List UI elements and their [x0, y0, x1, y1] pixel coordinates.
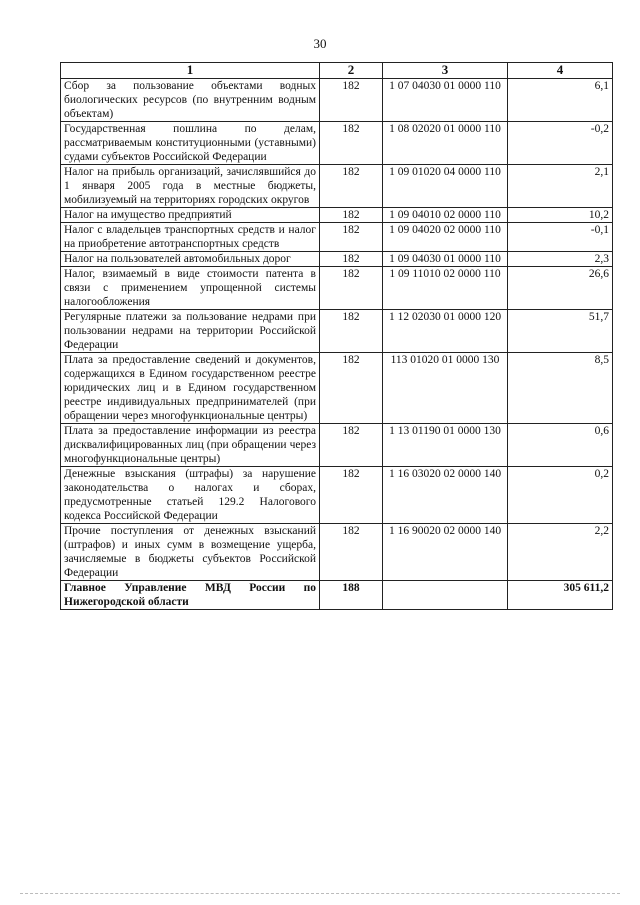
budget-classification-code: 1 08 02020 01 0000 110	[383, 122, 508, 165]
budget-classification-code: 1 09 04010 02 0000 110	[383, 208, 508, 223]
revenue-name: Регулярные платежи за пользование недрами при пользовании недрами на территории Российской Федерации	[61, 310, 320, 353]
admin-code: 182	[320, 165, 383, 208]
total-row	[61, 581, 613, 610]
amount: 2,2	[508, 524, 613, 581]
amount: 26,6	[508, 267, 613, 310]
administrator-name: Главное Управление МВД России по Нижегородской области	[61, 581, 320, 610]
amount: 2,3	[508, 252, 613, 267]
budget-classification-code: 1 13 01190 01 0000 130	[383, 424, 508, 467]
budget-classification-code: 1 12 02030 01 0000 120	[383, 310, 508, 353]
admin-code: 182	[320, 252, 383, 267]
total-amount: 305 611,2	[508, 581, 613, 610]
amount: -0,1	[508, 223, 613, 252]
admin-code: 182	[320, 524, 383, 581]
table-row	[61, 267, 613, 310]
amount: 10,2	[508, 208, 613, 223]
table-row	[61, 79, 613, 122]
budget-classification-code: 1 09 11010 02 0000 110	[383, 267, 508, 310]
budget-classification-code: 1 09 04020 02 0000 110	[383, 223, 508, 252]
budget-classification-code	[383, 581, 508, 610]
revenue-name: Плата за предоставление сведений и документов, содержащихся в Едином государственном реестре юридических лиц и в Едином государственном реестре индивидуальных предпринимателей (при обращении через многофункциональные центры)	[61, 353, 320, 424]
column-header-1: 1	[61, 63, 320, 79]
admin-code: 182	[320, 223, 383, 252]
revenue-name: Налог на прибыль организаций, зачислявшийся до 1 января 2005 года в местные бюджеты, мобилизуемый на территориях городских округов	[61, 165, 320, 208]
column-header-2: 2	[320, 63, 383, 79]
column-header-3: 3	[383, 63, 508, 79]
amount: 6,1	[508, 79, 613, 122]
revenue-name: Прочие поступления от денежных взысканий (штрафов) и иных сумм в возмещение ущерба, зачисляемые в бюджеты субъектов Российской Федерации	[61, 524, 320, 581]
budget-classification-code: 1 07 04030 01 0000 110	[383, 79, 508, 122]
revenue-table	[60, 62, 613, 610]
revenue-name: Налог на имущество предприятий	[61, 208, 320, 223]
table-row	[61, 310, 613, 353]
amount: -0,2	[508, 122, 613, 165]
budget-classification-code: 1 09 04030 01 0000 110	[383, 252, 508, 267]
amount: 2,1	[508, 165, 613, 208]
table-row	[61, 524, 613, 581]
admin-code: 182	[320, 353, 383, 424]
column-header-4: 4	[508, 63, 613, 79]
admin-code: 182	[320, 310, 383, 353]
table-row	[61, 424, 613, 467]
budget-classification-code: 1 16 03020 02 0000 140	[383, 467, 508, 524]
page-number: 30	[313, 36, 327, 51]
table-row	[61, 208, 613, 223]
amount: 0,6	[508, 424, 613, 467]
revenue-name: Денежные взыскания (штрафы) за нарушение законодательства о налогах и сборах, предусмотренные статьей 129.2 Налогового кодекса Российской Федерации	[61, 467, 320, 524]
scan-edge-line	[20, 893, 620, 894]
admin-code: 182	[320, 424, 383, 467]
table-row	[61, 223, 613, 252]
budget-classification-code: 113 01020 01 0000 130	[383, 353, 508, 424]
table-header-row	[61, 63, 613, 79]
table-row	[61, 165, 613, 208]
amount: 51,7	[508, 310, 613, 353]
admin-code: 182	[320, 467, 383, 524]
revenue-name: Налог, взимаемый в виде стоимости патента в связи с применением упрощенной системы налогообложения	[61, 267, 320, 310]
admin-code: 182	[320, 79, 383, 122]
revenue-name: Государственная пошлина по делам, рассматриваемым конституционными (уставными) судами субъектов Российской Федерации	[61, 122, 320, 165]
budget-classification-code: 1 16 90020 02 0000 140	[383, 524, 508, 581]
table-row	[61, 122, 613, 165]
admin-code: 182	[320, 208, 383, 223]
amount: 8,5	[508, 353, 613, 424]
admin-code: 182	[320, 267, 383, 310]
admin-code: 188	[320, 581, 383, 610]
admin-code: 182	[320, 122, 383, 165]
table-row	[61, 252, 613, 267]
revenue-name: Налог на пользователей автомобильных дорог	[61, 252, 320, 267]
revenue-name: Налог с владельцев транспортных средств и налог на приобретение автотранспортных средств	[61, 223, 320, 252]
table-row	[61, 353, 613, 424]
amount: 0,2	[508, 467, 613, 524]
revenue-name: Сбор за пользование объектами водных биологических ресурсов (по внутренним водным объектам)	[61, 79, 320, 122]
budget-classification-code: 1 09 01020 04 0000 110	[383, 165, 508, 208]
revenue-name: Плата за предоставление информации из реестра дисквалифицированных лиц (при обращении через многофункциональные центры)	[61, 424, 320, 467]
table-row	[61, 467, 613, 524]
